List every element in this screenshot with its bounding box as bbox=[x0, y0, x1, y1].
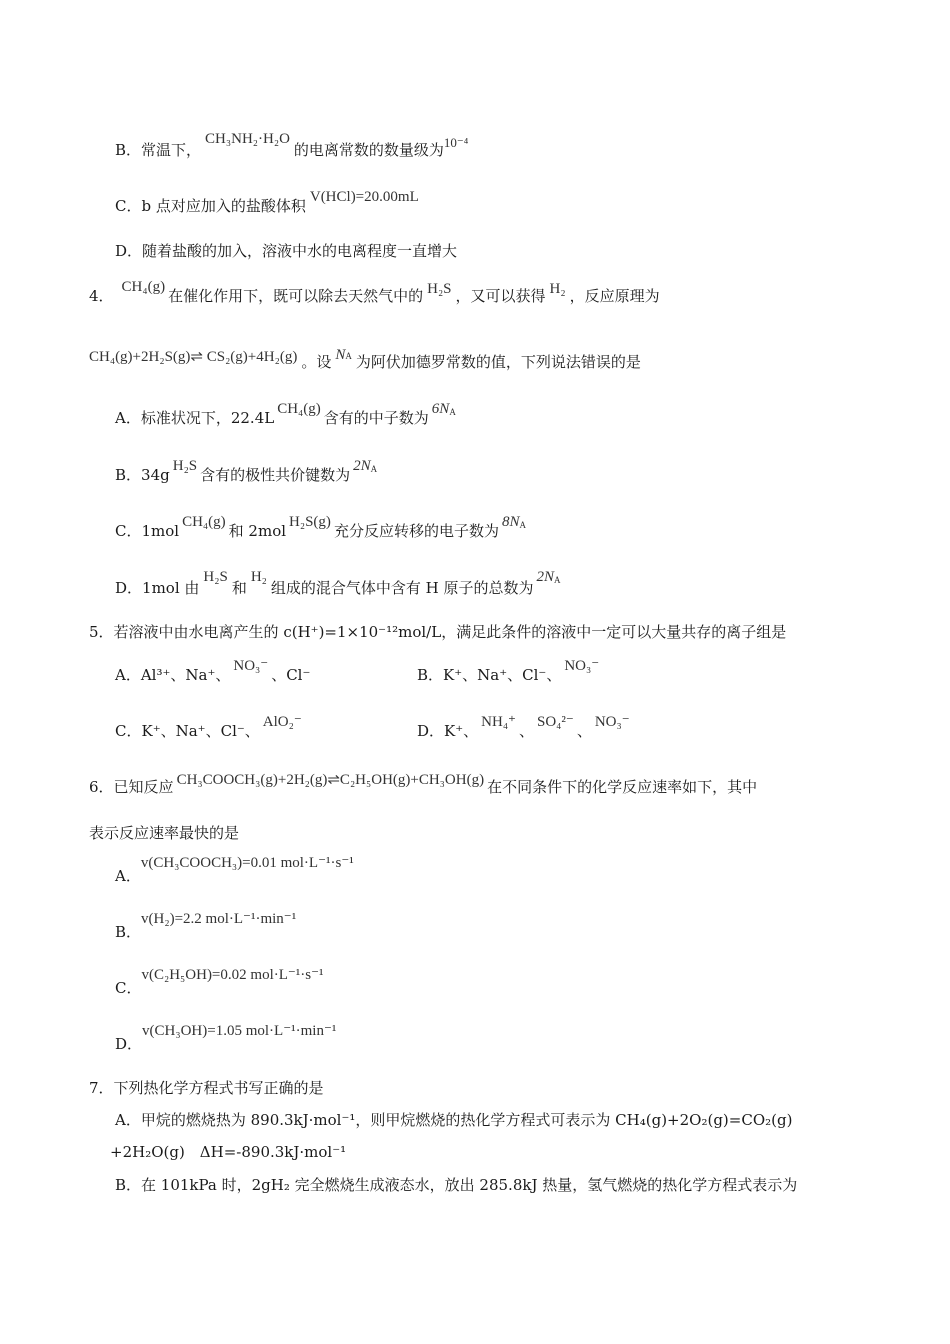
formula: v(CH₃COOCH₃)=0.01 mol·L⁻¹·s⁻¹ bbox=[140, 855, 354, 871]
reaction-equation: CH₃COOCH₃(g)+2H₂(g)⇌C₂H₅OH(g)+CH₃OH(g) bbox=[176, 772, 485, 788]
formula: V(HCl)=20.00mL bbox=[309, 189, 419, 205]
q7-option-a-line-1 bbox=[115, 1110, 792, 1130]
option-text: 和 bbox=[231, 579, 247, 597]
formula: H₂S bbox=[427, 281, 452, 297]
option-text: A．甲烷的燃烧热为 890.3kJ·mol⁻¹，则甲烷燃烧的热化学方程式可表示为 CH₄(g)+2O₂(g)=CO₂(g) bbox=[115, 1111, 793, 1129]
q6-option-b bbox=[115, 911, 297, 943]
formula: CH₃NH₂·H₂O bbox=[205, 131, 290, 147]
option-label: C． bbox=[115, 522, 142, 540]
stem-text: 已知反应 bbox=[113, 778, 174, 796]
formula: N bbox=[335, 347, 346, 363]
option-text: 1mol 由 bbox=[142, 579, 200, 597]
option-text: 、Cl⁻ bbox=[271, 666, 311, 684]
formula: H₂ bbox=[549, 281, 566, 297]
formula: 8N bbox=[501, 514, 520, 530]
option-text: 充分反应转移的电子数为 bbox=[333, 522, 499, 540]
formula: NO₃⁻ bbox=[564, 658, 600, 674]
formula-subscript: A bbox=[554, 575, 561, 585]
formula: H₂S bbox=[172, 458, 198, 474]
formula: CH₄(g) bbox=[182, 514, 226, 530]
question-4-line-2 bbox=[89, 347, 641, 374]
reaction-equation: CH₄(g)+2H₂S(g)⇌ CS₂(g)+4H₂(g) bbox=[89, 349, 298, 365]
option-text: 1mol bbox=[141, 522, 180, 540]
question-6-line-2 bbox=[89, 823, 239, 843]
option-label: B． bbox=[115, 923, 142, 941]
formula: AlO₂⁻ bbox=[262, 714, 302, 730]
q7-option-b-line-1 bbox=[115, 1175, 797, 1195]
stem-text: 为阿伏加德罗常数的值，下列说法错误的是 bbox=[355, 353, 641, 371]
option-text: K⁺、 bbox=[444, 722, 479, 740]
option-text: b 点对应加入的盐酸体积 bbox=[141, 197, 306, 215]
stem-text: 在催化作用下，既可以除去天然气中的 bbox=[168, 287, 424, 305]
option-text: K⁺、Na⁺、Cl⁻、 bbox=[443, 666, 562, 684]
option-label: D． bbox=[115, 1035, 143, 1053]
stem-text: 。设 bbox=[301, 353, 332, 371]
option-label: B． bbox=[417, 666, 444, 684]
question-number: 6． bbox=[89, 778, 114, 796]
option-text: 随着盐酸的加入，溶液中水的电离程度一直增大 bbox=[142, 242, 458, 260]
q6-option-a bbox=[115, 855, 354, 887]
question-6-line-1 bbox=[89, 772, 758, 798]
question-5-stem bbox=[89, 622, 786, 642]
formula-subscript: A bbox=[370, 464, 378, 474]
formula-subscript: A bbox=[449, 407, 456, 417]
question-number: 7． bbox=[89, 1079, 114, 1097]
q7-option-a-line-2 bbox=[110, 1142, 346, 1162]
q4-option-c bbox=[115, 514, 526, 543]
option-text: 、 bbox=[576, 722, 592, 740]
stem-text: ，又可以获得 bbox=[455, 287, 546, 305]
option-label: D． bbox=[417, 722, 445, 740]
option-label: C． bbox=[115, 722, 142, 740]
formula: CH₄(g) bbox=[121, 279, 166, 295]
question-number: 5． bbox=[89, 623, 114, 641]
option-text: 常温下， bbox=[141, 141, 202, 159]
stem-text: ，反应原理为 bbox=[569, 287, 660, 305]
option-label: A． bbox=[115, 867, 141, 885]
q5-option-c bbox=[115, 714, 305, 742]
option-text: 标准状况下，22.4L bbox=[140, 409, 275, 427]
formula: 6N bbox=[431, 401, 450, 417]
option-label: B． bbox=[115, 141, 142, 159]
formula: NO₃⁻ bbox=[594, 714, 630, 730]
q3-option-b bbox=[115, 131, 469, 161]
option-label: A． bbox=[115, 409, 141, 427]
formula: v(C₂H₅OH)=0.02 mol·L⁻¹·s⁻¹ bbox=[141, 967, 324, 983]
question-7-stem bbox=[89, 1078, 324, 1098]
q4-option-b bbox=[115, 458, 378, 487]
option-text: 含有的中子数为 bbox=[323, 409, 429, 427]
q5-option-d bbox=[417, 714, 633, 742]
q5-option-b bbox=[417, 658, 602, 686]
option-label: D． bbox=[115, 579, 143, 597]
formula-subscript: A bbox=[345, 351, 352, 361]
formula: H₂S bbox=[203, 569, 228, 585]
option-text: Al³⁺、Na⁺、 bbox=[140, 666, 231, 684]
formula: v(H₂)=2.2 mol·L⁻¹·min⁻¹ bbox=[141, 911, 297, 927]
q3-option-c bbox=[115, 189, 419, 217]
q3-option-d bbox=[115, 241, 457, 261]
q5-option-a bbox=[115, 658, 311, 686]
stem-text: 表示反应速率最快的是 bbox=[89, 824, 240, 842]
formula: 2N bbox=[536, 569, 555, 585]
option-text: +2H₂O(g) ΔH=-890.3kJ·mol⁻¹ bbox=[110, 1143, 347, 1161]
option-text: 和 2mol bbox=[228, 522, 287, 540]
option-text: 组成的混合气体中含有 H 原子的总数为 bbox=[270, 579, 534, 597]
q6-option-c bbox=[115, 967, 324, 999]
option-label: D． bbox=[115, 242, 143, 260]
q4-option-a bbox=[115, 401, 456, 430]
formula: v(CH₃OH)=1.05 mol·L⁻¹·min⁻¹ bbox=[142, 1023, 337, 1039]
stem-text: 下列热化学方程式书写正确的是 bbox=[113, 1079, 324, 1097]
option-label: C． bbox=[115, 197, 142, 215]
q4-option-d bbox=[115, 569, 561, 600]
q6-option-d bbox=[115, 1023, 337, 1055]
option-text: 、 bbox=[518, 722, 534, 740]
stem-text: 若溶液中由水电离产生的 c(H⁺)=1×10⁻¹²mol/L，满足此条件的溶液中一定可以大量共存的离子组是 bbox=[113, 623, 787, 641]
option-label: C． bbox=[115, 979, 142, 997]
formula: NH₄⁺ bbox=[481, 714, 516, 730]
formula: H₂ bbox=[250, 569, 267, 585]
question-number: 4． bbox=[89, 287, 114, 305]
option-label: B． bbox=[115, 466, 142, 484]
option-text: 含有的极性共价键数为 bbox=[200, 466, 351, 484]
formula: 10⁻⁴ bbox=[443, 135, 469, 150]
formula: SO₄²⁻ bbox=[536, 714, 574, 730]
option-text: K⁺、Na⁺、Cl⁻、 bbox=[141, 722, 260, 740]
formula-subscript: A bbox=[519, 520, 526, 530]
option-label: A． bbox=[115, 666, 141, 684]
formula: 2N bbox=[353, 458, 371, 474]
question-4-line-1 bbox=[89, 279, 660, 307]
stem-text: 在不同条件下的化学反应速率如下，其中 bbox=[487, 778, 758, 796]
option-text: 34g bbox=[141, 466, 170, 484]
option-text: B．在 101kPa 时，2gH₂ 完全燃烧生成液态水，放出 285.8kJ 热量，氢气燃烧的热化学方程式表示为 bbox=[115, 1176, 798, 1194]
formula: H₂S(g) bbox=[289, 514, 331, 530]
option-text: 的电离常数的数量级为 bbox=[293, 141, 444, 159]
formula: NO₃⁻ bbox=[233, 658, 269, 674]
formula: CH₄(g) bbox=[277, 401, 321, 417]
